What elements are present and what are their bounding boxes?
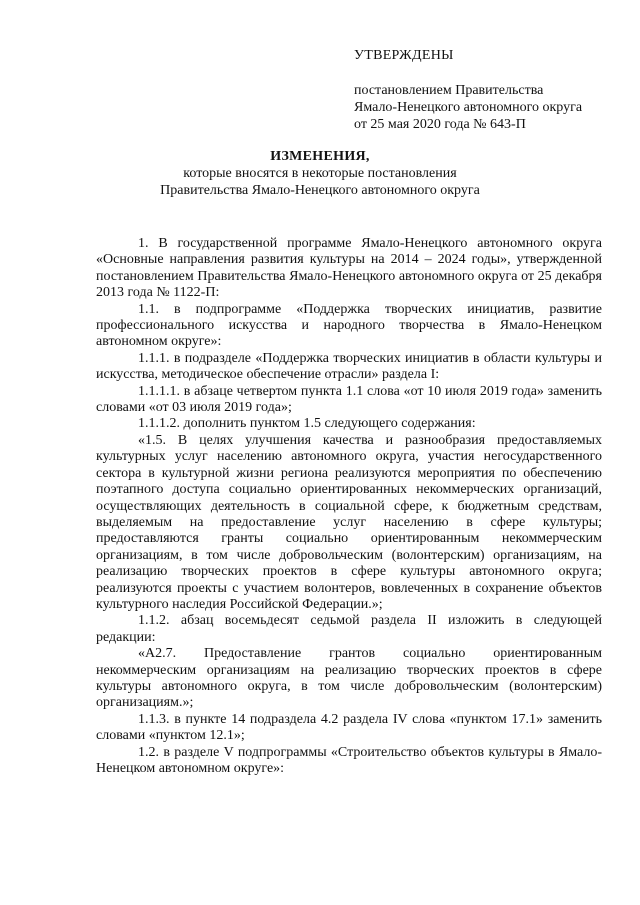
document-subtitle: Правительства Ямало-Ненецкого автономного округа (160, 183, 480, 198)
paragraph: 1.1.3. в пункте 14 подраздела 4.2 раздела IV слова «пунктом 17.1» заменить словами «пунктом 12.1»; (96, 711, 602, 744)
paragraph: 1.1.1. в подразделе «Поддержка творческих инициатив в области культуры и искусства, методическое обеспечение отрасли» раздела I: (96, 350, 602, 383)
approval-line: постановлением Правительства (354, 83, 544, 98)
paragraph: 1.1.1.1. в абзаце четвертом пункта 1.1 слова «от 10 июля 2019 года» заменить словами «от 03 июля 2019 года»; (96, 383, 602, 416)
approval-line: от 25 мая 2020 года № 643-П (354, 117, 526, 132)
approval-block (354, 47, 582, 133)
paragraph: 1.1.2. абзац восемьдесят седьмой раздела II изложить в следующей редакции: (96, 613, 602, 645)
document-subtitle: которые вносятся в некоторые постановления (183, 166, 457, 181)
approval-title: УТВЕРЖДЕНЫ (354, 48, 454, 63)
paragraph: «1.5. В целях улучшения качества и разнообразия предоставляемых культурных услуг населению автономного округа, участия негосударственного сектора в культурной жизни региона реализуются мероприятия по обеспечению поэтапного доступа социально ориентированных некоммерческих организаций, осуществляющих деятельность в социальной сфере, к бюджетным средствам, выделяемым на предоставление услуг населению в сфере культуры; предоставляются гранты социально ориентированным некоммерческим организациям, в том числе добровольческим (волонтерским) организациям, на реализацию творческих проектов в сфере культуры автономного округа; реализуются проекты с участием волонтеров, вовлеченных в сохранение объектов культурного наследия Российской Федерации.»; (96, 432, 602, 612)
document-body (96, 236, 602, 777)
paragraph: 1.1.1.2. дополнить пунктом 1.5 следующего содержания: (138, 416, 476, 432)
document-heading (0, 148, 640, 199)
paragraph: «А2.7. Предоставление грантов социально ориентированным некоммерческим организациям на реализацию творческих проектов в сфере культуры автономного округа, в том числе добровольческим (волонтерским) организациям.»; (96, 646, 602, 711)
document-title: ИЗМЕНЕНИЯ, (270, 149, 370, 164)
paragraph: 1.2. в разделе V подпрограммы «Строительство объектов культуры в Ямало-Ненецком автономном округе»: (96, 744, 602, 776)
approval-line: Ямало-Ненецкого автономного округа (354, 100, 583, 115)
paragraph: 1. В государственной программе Ямало-Ненецкого автономного округа «Основные направления развития культуры на 2014 – 2024 годы», утвержденной постановлением Правительства Ямало-Ненецкого автономного округа от 25 декабря 2013 года № 1122-П: (96, 236, 602, 301)
paragraph: 1.1. в подпрограмме «Поддержка творческих инициатив, развитие профессионального искусства и народного творчества в Ямало-Ненецком автономном округе»: (96, 301, 602, 350)
